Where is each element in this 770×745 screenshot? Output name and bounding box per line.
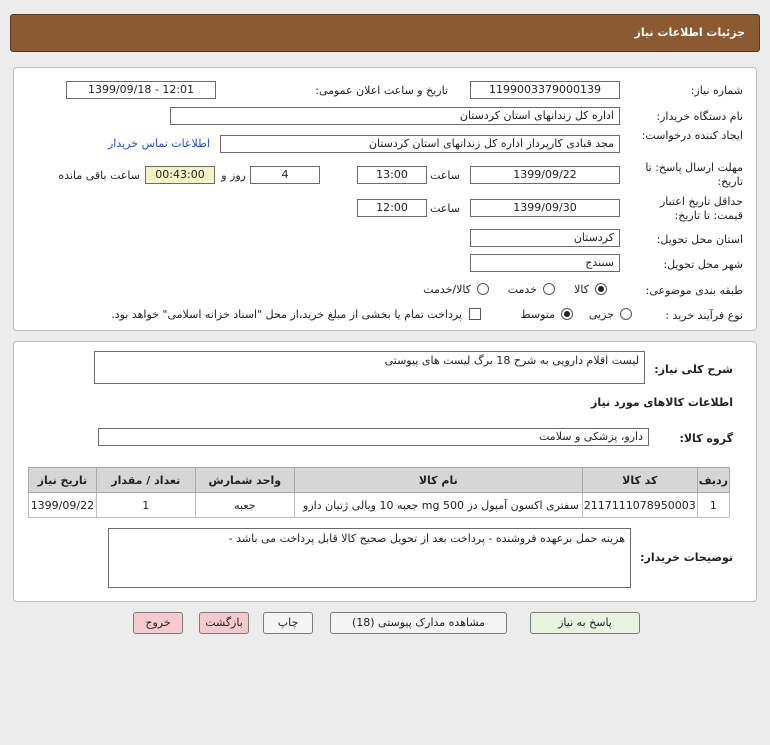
cell-code: 2117111078950003 bbox=[582, 493, 697, 518]
attachments-button[interactable]: مشاهده مدارک پیوستی (18) bbox=[330, 612, 507, 634]
validity-time-field: 12:00 bbox=[357, 199, 427, 217]
deadline-date-field: 1399/09/22 bbox=[470, 166, 620, 184]
need-number-label: شماره نیاز: bbox=[690, 84, 743, 97]
process-radio-medium[interactable] bbox=[561, 308, 573, 320]
buyer-org-label: نام دستگاه خریدار: bbox=[656, 110, 743, 123]
cell-qty: 1 bbox=[96, 493, 195, 518]
days-field: 4 bbox=[250, 166, 320, 184]
goods-group-field: دارو، پزشکی و سلامت bbox=[98, 428, 649, 446]
remaining-time-field: 00:43:00 bbox=[145, 166, 215, 184]
page-title: جزئیات اطلاعات نیاز bbox=[634, 26, 745, 39]
process-radio-minor[interactable] bbox=[620, 308, 632, 320]
buyer-org-field: اداره کل زندانهای استان کردستان bbox=[170, 107, 620, 125]
announce-label: تاریخ و ساعت اعلان عمومی: bbox=[315, 84, 448, 97]
city-label: شهر محل تحویل: bbox=[663, 258, 743, 271]
goods-group-label: گروه کالا: bbox=[679, 432, 733, 445]
creator-field: مجد قبادی کارپرداز اداره کل زندانهای استان کردستان bbox=[220, 135, 620, 153]
category-service-label: خدمت bbox=[507, 283, 537, 296]
col-code: کد کالا bbox=[582, 468, 697, 493]
cell-unit: جعبه bbox=[195, 493, 294, 518]
print-button[interactable]: چاپ bbox=[263, 612, 313, 634]
deadline-time-field: 13:00 bbox=[357, 166, 427, 184]
category-goods-label: کالا bbox=[574, 283, 589, 296]
deadline-label bbox=[638, 161, 743, 189]
category-goods-service-label: کالا/خدمت bbox=[423, 283, 471, 296]
col-name: نام کالا bbox=[294, 468, 582, 493]
category-radio-goods[interactable] bbox=[595, 283, 607, 295]
goods-table-header bbox=[29, 468, 730, 493]
reply-button[interactable]: پاسخ به نیاز bbox=[530, 612, 640, 634]
cell-name: سفتری اکسون آمپول دز 500 mg جعبه 10 ویالی ژتیان دارو bbox=[294, 493, 582, 518]
city-field: سنندج bbox=[470, 254, 620, 272]
process-label: نوع فرآیند خرید : bbox=[665, 309, 743, 322]
buyer-notes-label: توضیحات خریدار: bbox=[640, 551, 733, 564]
goods-section-title: اطلاعات کالاهای مورد نیاز bbox=[591, 396, 733, 409]
announce-field: 1399/09/18 - 12:01 bbox=[66, 81, 216, 99]
need-number-field: 1199003379000139 bbox=[470, 81, 620, 99]
cell-row: 1 bbox=[697, 493, 729, 518]
process-minor-label: جزیی bbox=[588, 308, 614, 321]
col-date: تاریخ نیاز bbox=[29, 468, 97, 493]
back-button[interactable]: بازگشت bbox=[199, 612, 249, 634]
province-label: استان محل تحویل: bbox=[656, 233, 743, 246]
table-row bbox=[29, 493, 730, 518]
validity-label bbox=[628, 195, 743, 223]
page-header bbox=[10, 14, 760, 52]
payment-note: پرداخت تمام یا بخشی از مبلغ خرید،از محل "اسناد خزانه اسلامی" خواهد بود. bbox=[111, 308, 462, 321]
validity-label-text: حداقل تاریخ اعتبار قیمت: تا تاریخ: bbox=[659, 195, 743, 222]
validity-time-label: ساعت bbox=[430, 202, 460, 215]
cell-date: 1399/09/22 bbox=[29, 493, 97, 518]
buyer-contact-link[interactable]: اطلاعات تماس خریدار bbox=[108, 137, 210, 150]
exit-button[interactable]: خروج bbox=[133, 612, 183, 634]
col-row: ردیف bbox=[697, 468, 729, 493]
category-radio-goods-service[interactable] bbox=[477, 283, 489, 295]
province-field: کردستان bbox=[470, 229, 620, 247]
validity-date-field: 1399/09/30 bbox=[470, 199, 620, 217]
creator-label bbox=[643, 129, 743, 143]
deadline-label-text: مهلت ارسال پاسخ: تا تاریخ: bbox=[645, 161, 743, 188]
creator-label-text: ایجاد کننده درخواست: bbox=[641, 129, 743, 142]
goods-table bbox=[28, 467, 730, 518]
col-unit: واحد شمارش bbox=[195, 468, 294, 493]
remaining-label: ساعت باقی مانده bbox=[58, 169, 140, 182]
description-label: شرح کلی نیاز: bbox=[654, 363, 733, 376]
category-label: طبقه بندی موضوعی: bbox=[645, 284, 743, 297]
deadline-time-label: ساعت bbox=[430, 169, 460, 182]
buyer-notes-field: هزینه حمل برعهده فروشنده - پرداخت بعد از تحویل صحیح کالا قابل پرداخت می باشد - bbox=[108, 528, 631, 588]
process-medium-label: متوسط bbox=[520, 308, 555, 321]
days-label: روز و bbox=[221, 169, 246, 182]
description-field: لیست اقلام دارویی به شرح 18 برگ لیست های پیوستی bbox=[94, 351, 645, 384]
treasury-checkbox[interactable] bbox=[469, 308, 481, 320]
category-radio-service[interactable] bbox=[543, 283, 555, 295]
col-qty: تعداد / مقدار bbox=[96, 468, 195, 493]
